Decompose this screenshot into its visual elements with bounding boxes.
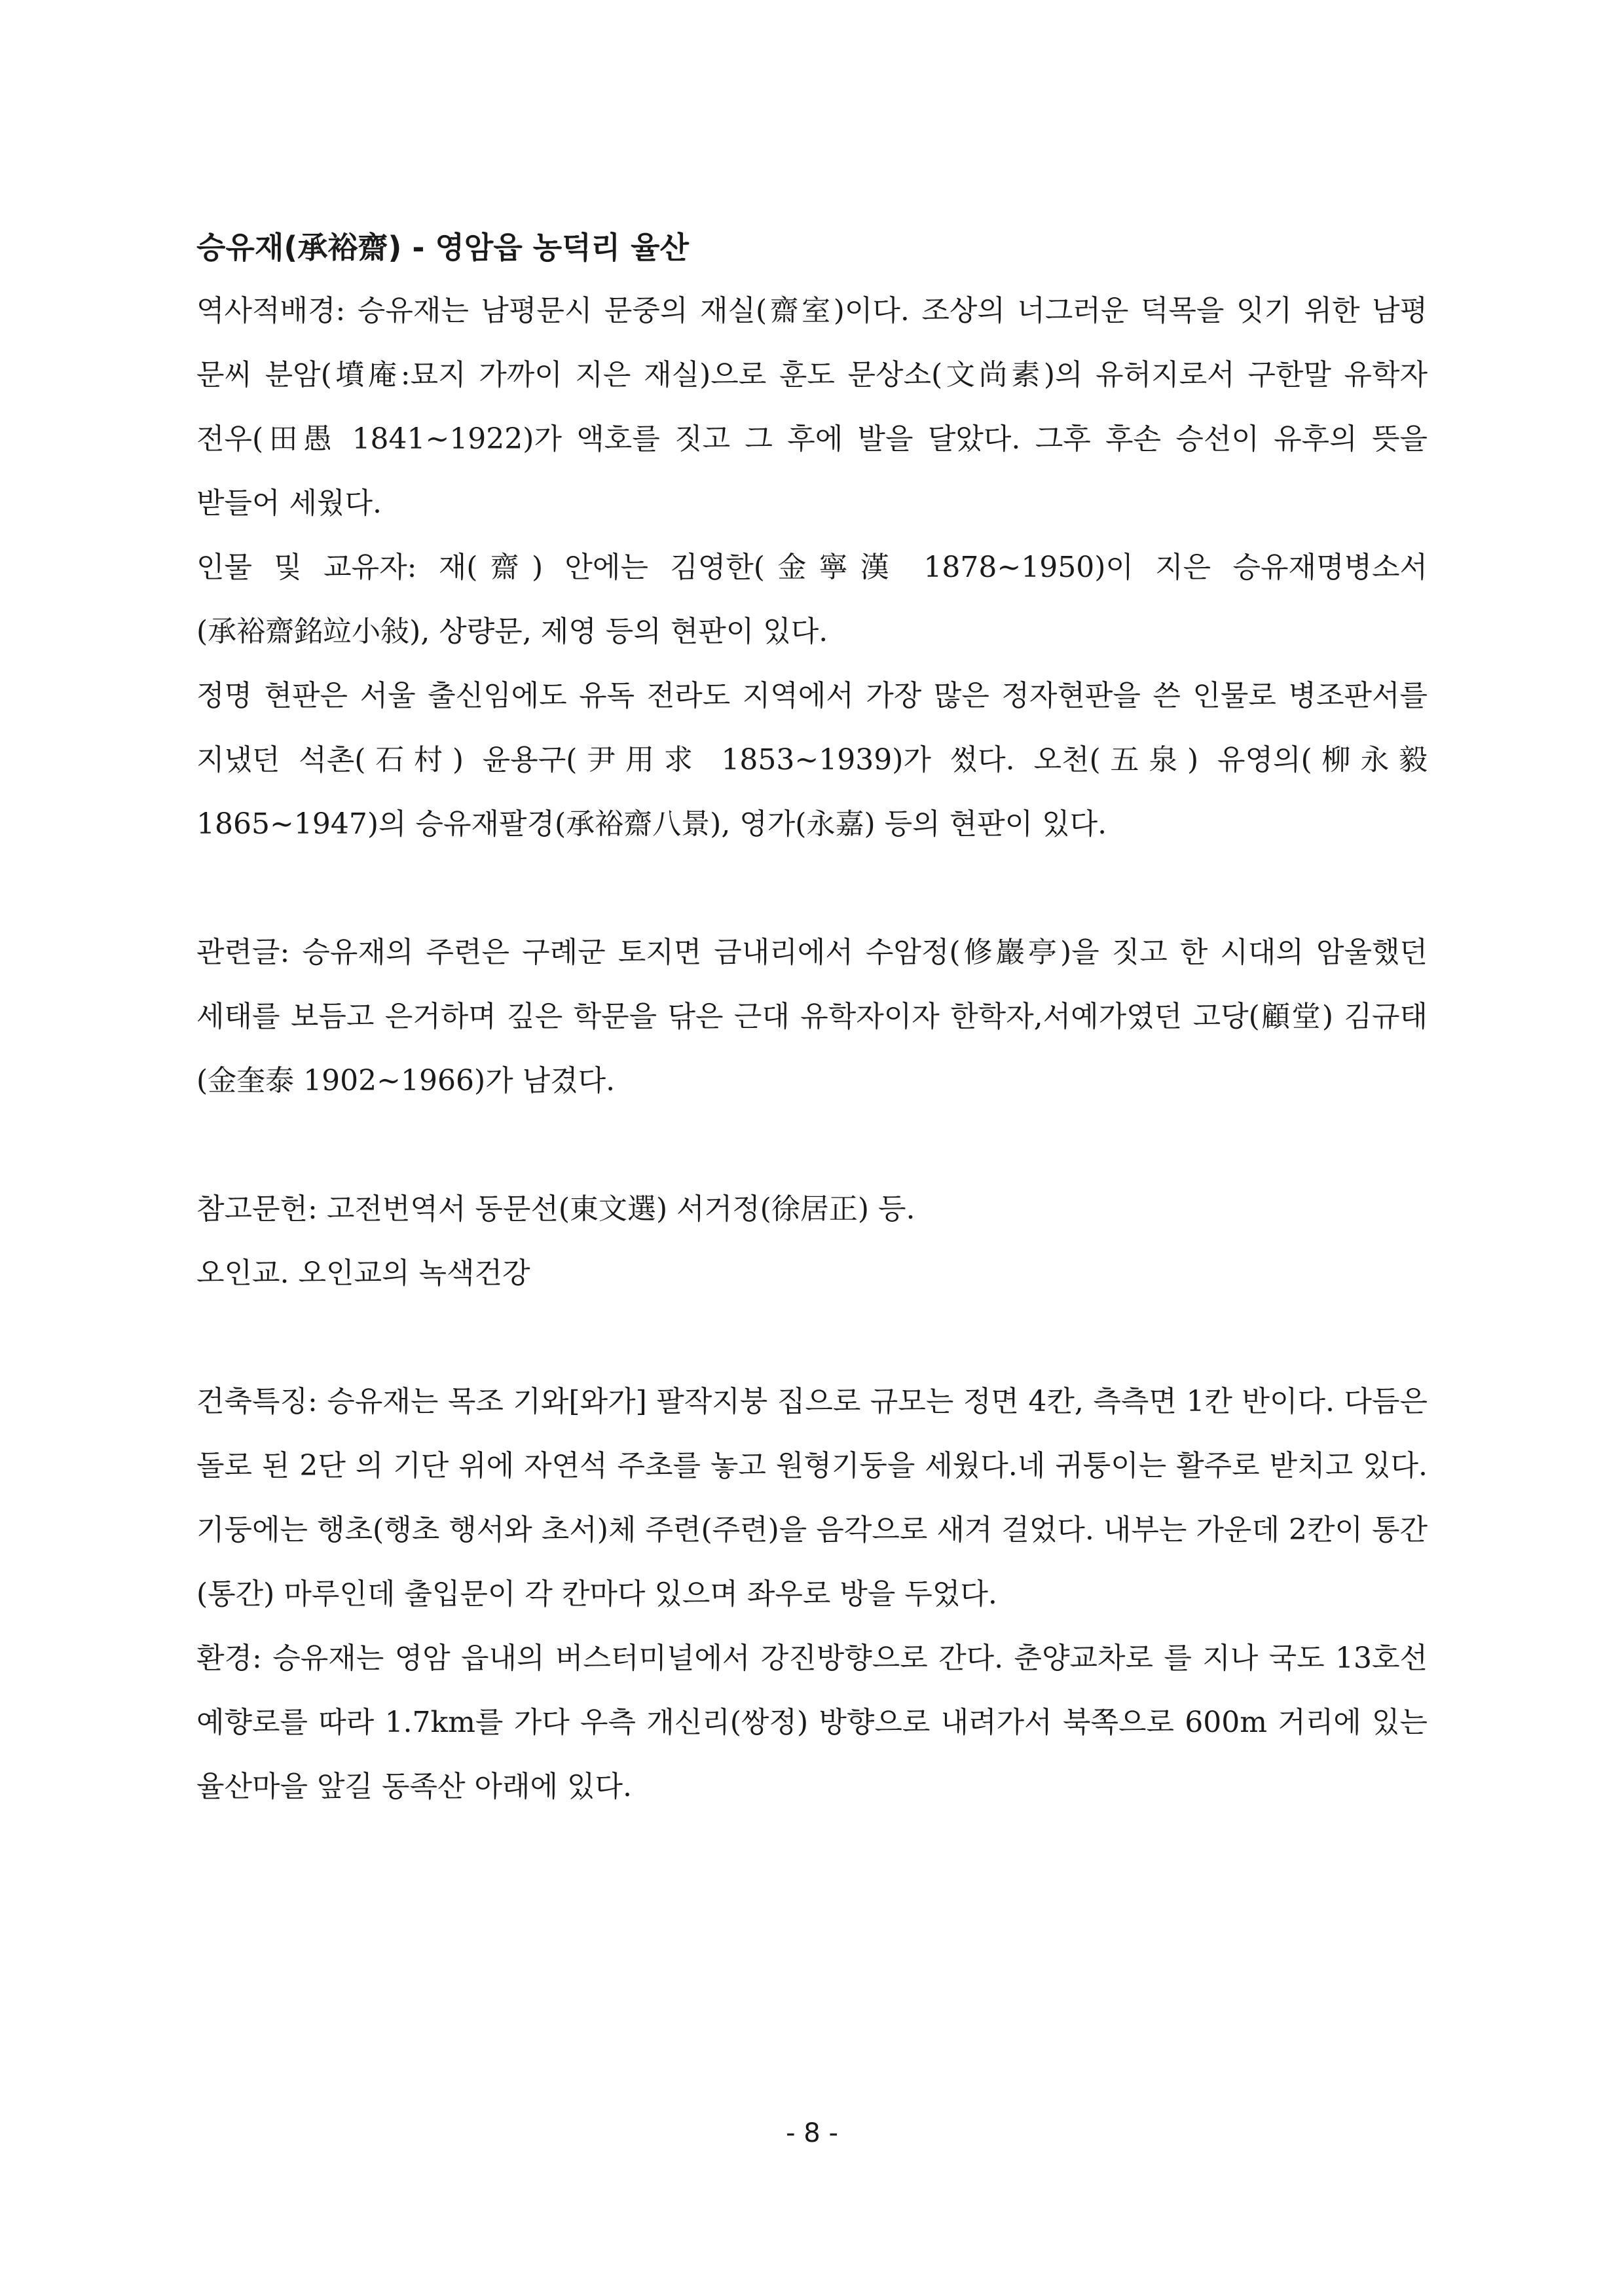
page-number: - 8 - (786, 2118, 838, 2148)
spacer (196, 1113, 1428, 1177)
document-title: 승유재(承裕齋) - 영암읍 농덕리 율산 (196, 230, 689, 265)
paragraph-related: 관련글: 승유재의 주련은 구례군 토지면 금내리에서 수암정(修巖亭)을 짓고 한 시대의 암울했던 세태를 보듬고 은거하며 깊은 학문을 닦은 근대 유학자이자 한학자,서예가였던 고당(顧堂) 김규태(金奎泰 1902~1966)가 남겼다. (196, 936, 1428, 1097)
paragraph-references: 참고문헌: 고전번역서 동문선(東文選) 서거정(徐居正) 등. (196, 1192, 915, 1226)
paragraph-architecture: 건축특징: 승유재는 목조 기와[와가] 팔작지붕 집으로 규모는 정면 4칸, 측측면 1칸 반이다. 다듬은 돌로 된 2단 의 기단 위에 자연석 주초를 놓고 원형기둥을 세웠다.네 귀퉁이는 활주로 받치고 있다. 기둥에는 행초(행초 행서와 초서)체 주련(주련)을 음각으로 새겨 걸었다. 내부는 가운데 2칸이 통간(통간) 마루인데 출입문이 각 칸마다 있으며 좌우로 방을 두었다. (196, 1385, 1428, 1611)
paragraph-plaque: 정명 현판은 서울 출신임에도 유독 전라도 지역에서 가장 많은 정자현판을 쓴 인물로 병조판서를 지냈던 석촌(石村) 윤용구(尹用求 1853~1939)가 썼다. 오천(五泉) 유영의(柳永毅 1865~1947)의 승유재팔경(承裕齋八景), 영가(永嘉) 등의 현판이 있다. (196, 679, 1428, 841)
spacer (196, 1306, 1428, 1370)
paragraph-people: 인물 및 교유자: 재(齋) 안에는 김영한(金寧漢 1878~1950)이 지은 승유재명병소서(承裕齋銘竝小敍), 상량문, 제영 등의 현판이 있다. (196, 551, 1428, 648)
paragraph-history: 역사적배경: 승유재는 남평문시 문중의 재실(齋室)이다. 조상의 너그러운 덕목을 잇기 위한 남평 문씨 분암(墳庵:묘지 가까이 지은 재실)으로 훈도 문상소(文尚素)의 유허지로서 구한말 유학자 전우(田愚 1841~1922)가 액호를 짓고 그 후에 발을 달았다. 그후 후손 승선이 유후의 뜻을 받들어 세웠다. (196, 294, 1428, 520)
spacer (196, 856, 1428, 921)
paragraph-references-2: 오인교. 오인교의 녹색건강 (196, 1257, 530, 1290)
paragraph-environment: 환경: 승유재는 영암 읍내의 버스터미널에서 강진방향으로 간다. 춘양교차로 를 지나 국도 13호선 예향로를 따라 1.7km를 가다 우측 개신리(쌍정) 방향으로 내려가서 북쪽으로 600m 거리에 있는 율산마을 앞길 동족산 아래에 있다. (196, 1642, 1428, 1803)
document-body (196, 216, 1428, 1819)
